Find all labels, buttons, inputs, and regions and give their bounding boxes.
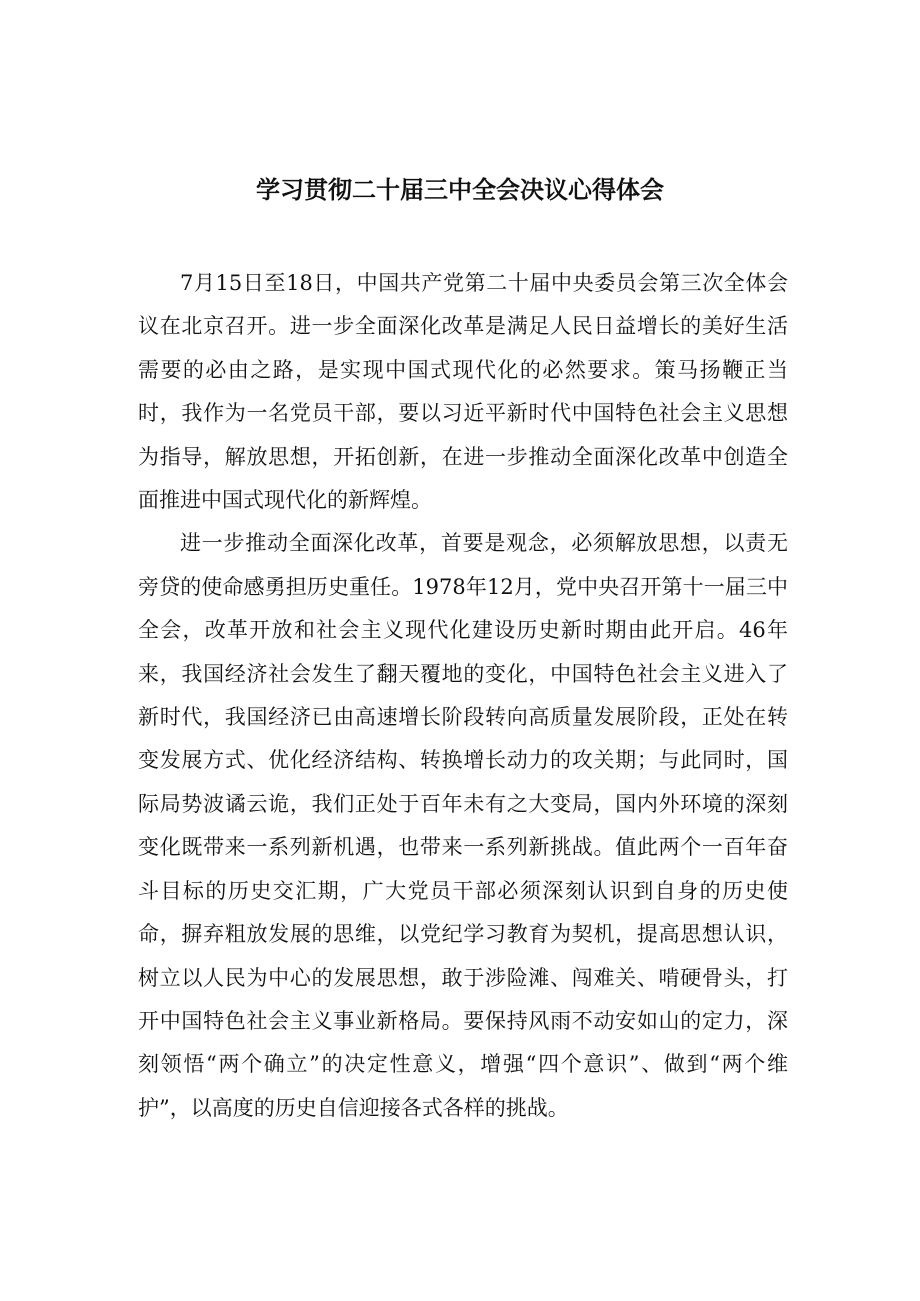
document-body [138,262,788,1130]
document-title: 学习贯彻二十届三中全会决议心得体会 [256,176,664,204]
paragraph-1: 7月15日至18日，中国共产党第二十届中央委员会第三次全体会议在北京召开。进一步全面深化改革是满足人民日益增长的美好生活需要的必由之路，是实现中国式现代化的必然要求。策马扬鞭正当时，我作为一名党员干部，要以习近平新时代中国特色社会主义思想为指导，解放思想，开拓创新，在进一步推动全面深化改革中创造全面推进中国式现代化的新辉煌。 [138,271,788,513]
paragraph-2: 进一步推动全面深化改革，首要是观念，必须解放思想，以责无旁贷的使命感勇担历史重任。1978年12月，党中央召开第十一届三中全会，改革开放和社会主义现代化建设历史新时期由此开启。46年来，我国经济社会发生了翻天覆地的变化，中国特色社会主义进入了新时代，我国经济已由高速增长阶段转向高质量发展阶段，正处在转变发展方式、优化经济结构、转换增长动力的攻关期；与此同时，国际局势波谲云诡，我们正处于百年未有之大变局，国内外环境的深刻变化既带来一系列新机遇，也带来一系列新挑战。值此两个一百年奋斗目标的历史交汇期，广大党员干部必须深刻认识到自身的历史使命，摒弃粗放发展的思维，以党纪学习教育为契机，提高思想认识，树立以人民为中心的发展思想，敢于涉险滩、闯难关、啃硬骨头，打开中国特色社会主义事业新格局。要保持风雨不动安如山的定力，深刻领悟“两个确立”的决定性意义，增强“四个意识”、做到“两个维护”，以高度的历史自信迎接各式各样的挑战。 [138,531,788,1120]
